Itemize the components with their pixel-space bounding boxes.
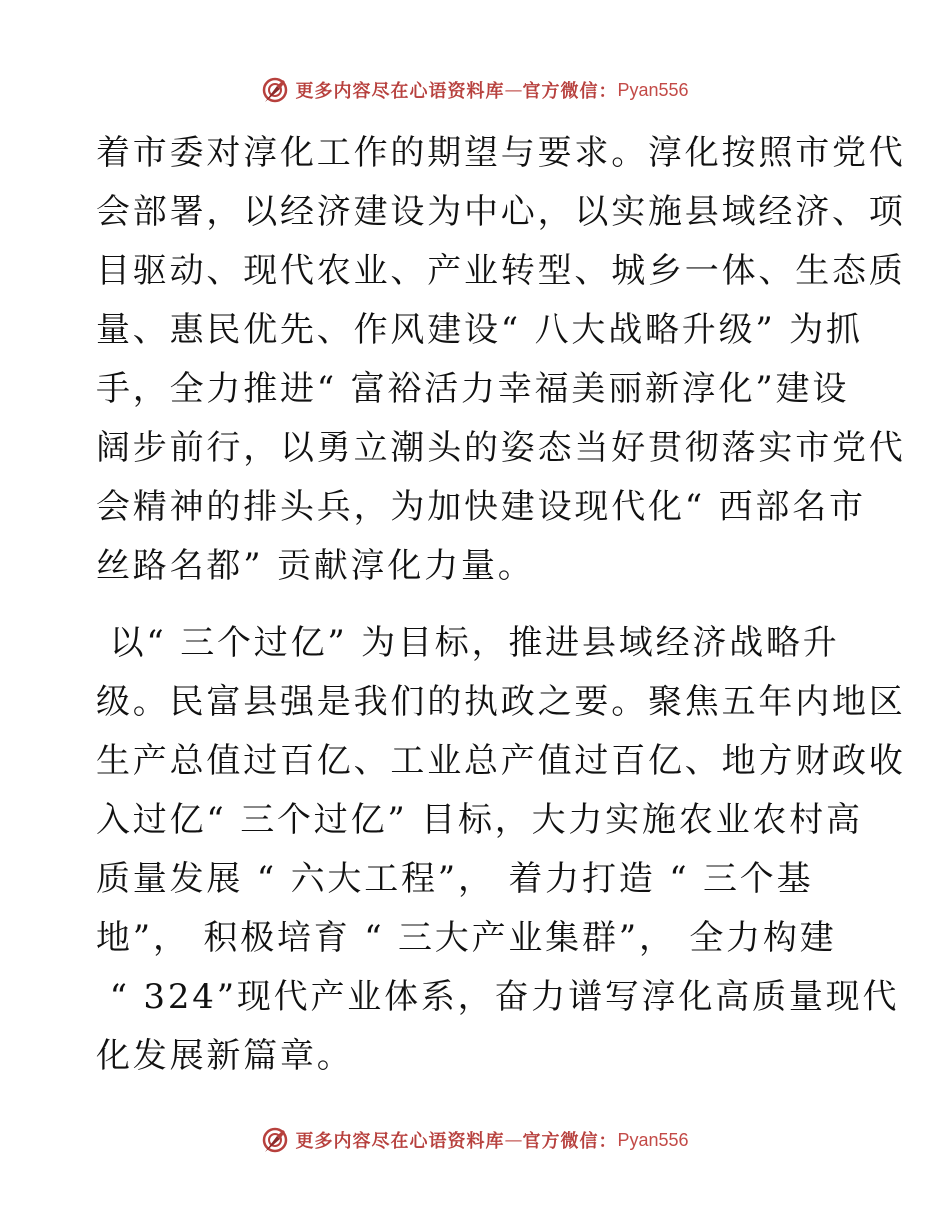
text-line: 级。民富县强是我们的执政之要。聚焦五年内地区 [96, 682, 906, 722]
text-line: 地”， 积极培育 “ 三大产业集群”， 全力构建 [96, 918, 837, 958]
text-line: 手，全力推进“ 富裕活力幸福美丽新淳化”建设 [96, 369, 850, 409]
watermark-brand: 更多内容尽在心语资料库 [295, 81, 505, 102]
text-line: 会部署，以经济建设为中心，以实施县域经济、项 [96, 192, 906, 232]
text-line: 着市委对淳化工作的期望与要求。淳化按照市党代 [96, 133, 906, 173]
text-line: 量、惠民优先、作风建设“ 八大战略升级” 为抓 [96, 310, 863, 350]
watermark-wechat-id: Pyan556 [617, 1129, 689, 1150]
watermark-separator: — [504, 79, 523, 101]
watermark-separator: — [504, 1129, 523, 1151]
paragraph-1 [96, 124, 906, 596]
text-line: 质量发展 “ 六大工程”， 着力打造 “ 三个基 [96, 859, 814, 899]
pen-logo-icon [261, 76, 289, 104]
paragraph-gap [96, 596, 856, 614]
text-line: 化发展新篇章。 [96, 1036, 354, 1076]
text-line: 以“ 三个过亿” 为目标，推进县域经济战略升 [96, 623, 840, 663]
document-body [96, 124, 906, 1086]
watermark-suffix: 官方微信： [522, 81, 618, 102]
text-line: 阔步前行，以勇立潮头的姿态当好贯彻落实市党代 [96, 428, 906, 468]
text-line: 生产总值过百亿、工业总产值过百亿、地方财政收 [96, 741, 906, 781]
pen-logo-icon [261, 1126, 289, 1154]
text-line: “ 324”现代产业体系，奋力谱写淳化高质量现代 [96, 977, 900, 1017]
watermark-suffix: 官方微信： [522, 1131, 618, 1152]
paragraph-2 [96, 614, 906, 1086]
text-line: 会精神的排头兵，为加快建设现代化“ 西部名市 [96, 487, 866, 527]
footer-watermark [0, 1126, 950, 1154]
text-line: 丝路名都” 贡献淳化力量。 [96, 546, 535, 586]
watermark-wechat-id: Pyan556 [617, 79, 689, 100]
text-line: 目驱动、现代农业、产业转型、城乡一体、生态质 [96, 251, 906, 291]
header-watermark [0, 76, 950, 104]
text-line: 入过亿“ 三个过亿” 目标，大力实施农业农村高 [96, 800, 863, 840]
watermark-brand: 更多内容尽在心语资料库 [295, 1131, 505, 1152]
